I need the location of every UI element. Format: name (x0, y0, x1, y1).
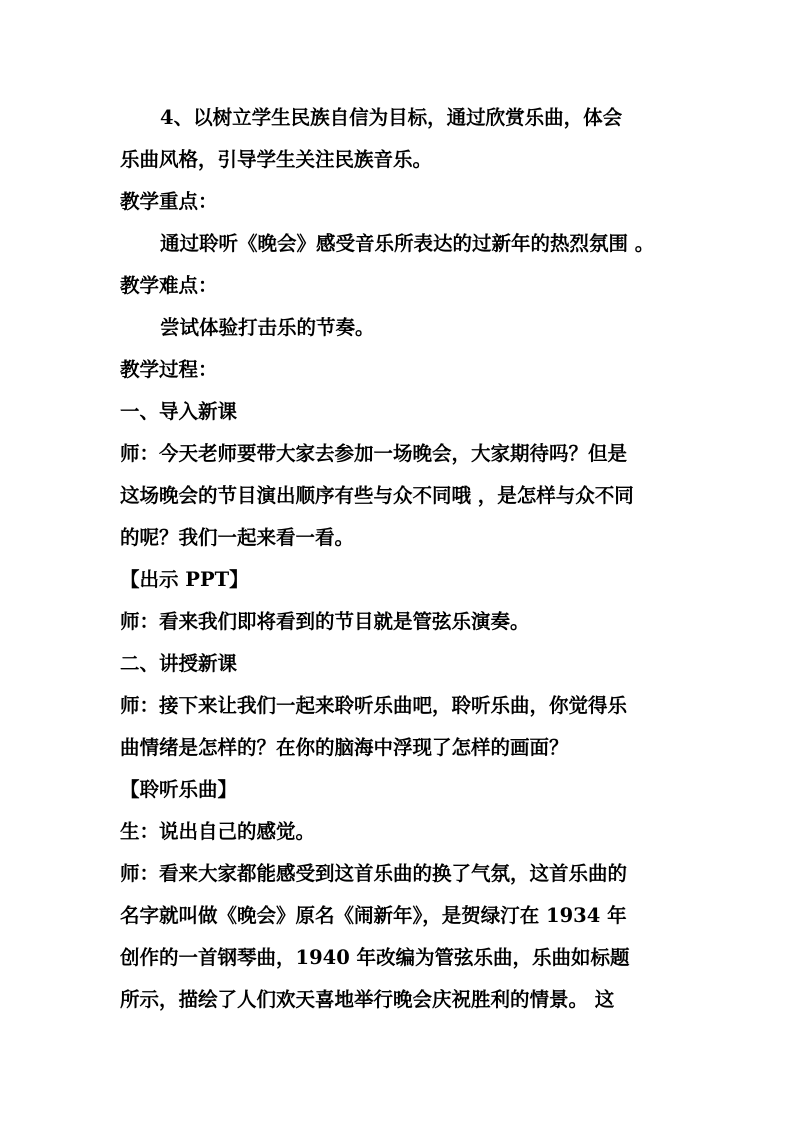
paragraph-piece-line-3: 创作的一首钢琴曲，1940 年改编为管弦乐曲，乐曲如标题 (120, 946, 630, 969)
stage-note-show-ppt: 【出示 PPT】 (120, 568, 249, 591)
paragraph-intro-line-3: 的呢？我们一起来看一看。 (120, 526, 355, 549)
paragraph-piece-line-4: 所示，描绘了人们欢天喜地举行晚会庆祝胜利的情景。 这 (120, 988, 615, 1011)
paragraph-piece-line-1: 师：看来大家都能感受到这首乐曲的换了气氛，这首乐曲的 (120, 862, 628, 885)
paragraph-listen-line-1: 师：接下来让我们一起来聆听乐曲吧，聆听乐曲，你觉得乐 (120, 694, 628, 717)
paragraph-key-points: 通过聆听《晚会》感受音乐所表达的过新年的热烈氛围 。 (160, 232, 655, 255)
paragraph-piece-line-2: 名字就叫做《晚会》原名《闹新年》，是贺绿汀在 1934 年 (120, 904, 627, 927)
paragraph-teacher-orchestra: 师：看来我们即将看到的节目就是管弦乐演奏。 (120, 610, 530, 633)
paragraph-student-response: 生：说出自己的感觉。 (120, 820, 316, 843)
section-heading-new-lesson: 二、讲授新课 (120, 652, 238, 675)
section-heading-intro: 一、导入新课 (120, 400, 238, 423)
paragraph-intro-line-1: 师：今天老师要带大家去参加一场晚会，大家期待吗？但是 (120, 442, 628, 465)
paragraph-objective-4-line-2: 乐曲风格，引导学生关注民族音乐。 (120, 148, 433, 171)
heading-difficulties: 教学难点： (120, 274, 218, 297)
stage-note-listen: 【聆听乐曲】 (120, 778, 238, 801)
heading-teaching-process: 教学过程： (120, 358, 218, 381)
paragraph-listen-line-2: 曲情绪是怎样的？在你的脑海中浮现了怎样的画面？ (120, 736, 569, 759)
paragraph-intro-line-2: 这场晚会的节目演出顺序有些与众不同哦 ，是怎样与众不同 (120, 484, 634, 507)
paragraph-difficulties: 尝试体验打击乐的节奏。 (160, 316, 375, 339)
paragraph-objective-4-line-1: 4、以树立学生民族自信为目标，通过欣赏乐曲，体会 (160, 106, 623, 129)
heading-key-points: 教学重点： (120, 190, 218, 213)
